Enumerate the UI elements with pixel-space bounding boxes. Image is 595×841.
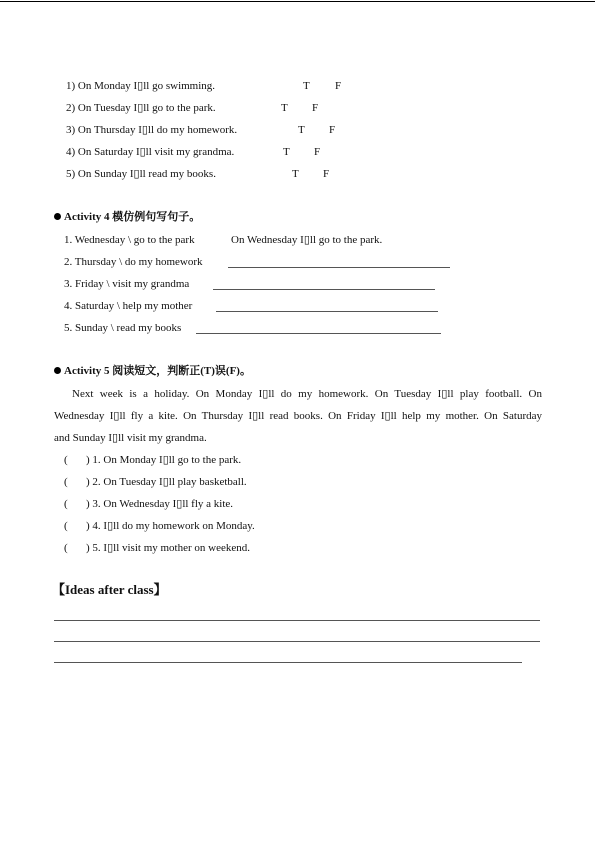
tf-statement-5: 5) On Sunday I▯ll read my books. xyxy=(66,168,216,180)
tf-statement-1: 1) On Monday I▯ll go swimming. xyxy=(66,80,216,92)
activity5-item-text-2: 2. On Tuesday I▯ll play basketball. xyxy=(92,476,247,488)
activity5-paren-open-2[interactable]: ( xyxy=(64,476,68,488)
ideas-line-3[interactable] xyxy=(54,662,522,663)
tf-true-5[interactable]: T xyxy=(292,168,299,180)
tf-false-2[interactable]: F xyxy=(312,102,319,114)
ideas-line-1[interactable] xyxy=(54,620,540,621)
activity5-paren-close-4: ) xyxy=(86,520,90,532)
tf-true-1[interactable]: T xyxy=(303,80,310,92)
tf-true-2[interactable]: T xyxy=(281,102,288,114)
activity5-paren-open-4[interactable]: ( xyxy=(64,520,68,532)
activity5-item-text-1: 1. On Monday I▯ll go to the park. xyxy=(92,454,242,466)
activity5-paren-close-1: ) xyxy=(86,454,90,466)
activity5-paren-open-3[interactable]: ( xyxy=(64,498,68,510)
activity4-answer-line-3[interactable] xyxy=(213,289,435,290)
tf-statement-3: 3) On Thursday I▯ll do my homework. xyxy=(66,124,238,136)
activity5-paren-close-5: ) xyxy=(86,542,90,554)
passage-line-2: Wednesday I▯ll fly a kite. On Thursday I▯ll read books. On Friday I▯ll help my mother. On Saturday xyxy=(54,410,542,422)
activity5-item-text-4: 4. I▯ll do my homework on Monday. xyxy=(92,520,255,532)
activity5-paren-close-3: ) xyxy=(86,498,90,510)
bullet-icon xyxy=(54,213,61,220)
activity5-item-text-5: 5. I▯ll visit my mother on weekend. xyxy=(92,542,251,554)
ideas-line-2[interactable] xyxy=(54,641,540,642)
top-rule xyxy=(0,1,595,2)
activity4-answer-line-5[interactable] xyxy=(196,333,441,334)
activity4-answer-line-2[interactable] xyxy=(228,267,450,268)
activity4-example-answer: On Wednesday I▯ll go to the park. xyxy=(231,234,383,246)
tf-statement-4: 4) On Saturday I▯ll visit my grandma. xyxy=(66,146,235,158)
activity5-item-3 xyxy=(86,497,233,511)
tf-false-1[interactable]: F xyxy=(335,80,342,92)
tf-false-5[interactable]: F xyxy=(323,168,330,180)
passage-line-1: Next week is a holiday. On Monday I▯ll do my homework. On Tuesday I▯ll play football. On xyxy=(72,388,542,400)
activity4-prompt-5: 5. Sunday \ read my books xyxy=(64,322,182,334)
passage-line-3: and Sunday I▯ll visit my grandma. xyxy=(54,432,207,444)
activity5-paren-open-5[interactable]: ( xyxy=(64,542,68,554)
bullet-icon xyxy=(54,367,61,374)
activity4-prompt-4: 4. Saturday \ help my mother xyxy=(64,300,193,312)
activity4-answer-line-4[interactable] xyxy=(216,311,438,312)
activity5-item-text-3: 3. On Wednesday I▯ll fly a kite. xyxy=(92,498,234,510)
tf-false-4[interactable]: F xyxy=(314,146,321,158)
activity4-heading xyxy=(54,210,200,224)
activity4-prompt-3: 3. Friday \ visit my grandma xyxy=(64,278,190,290)
tf-false-3[interactable]: F xyxy=(329,124,336,136)
tf-statement-2: 2) On Tuesday I▯ll go to the park. xyxy=(66,102,216,114)
activity5-item-2 xyxy=(86,475,247,489)
activity5-heading xyxy=(54,364,251,378)
ideas-heading: 【Ideas after class】 xyxy=(52,582,167,597)
activity5-item-5 xyxy=(86,541,250,555)
activity5-passage xyxy=(54,383,542,449)
activity5-paren-open-1[interactable]: ( xyxy=(64,454,68,466)
tf-true-3[interactable]: T xyxy=(298,124,305,136)
activity5-heading-text: Activity 5 阅读短文，判断正(T)误(F)。 xyxy=(64,365,251,377)
activity4-prompt-1: 1. Wednesday \ go to the park xyxy=(64,234,195,246)
activity4-heading-text: Activity 4 模仿例句写句子。 xyxy=(64,211,201,223)
activity5-paren-close-2: ) xyxy=(86,476,90,488)
activity5-item-4 xyxy=(86,519,255,533)
tf-true-4[interactable]: T xyxy=(283,146,290,158)
activity4-prompt-2: 2. Thursday \ do my homework xyxy=(64,256,203,268)
activity5-item-1 xyxy=(86,453,241,467)
